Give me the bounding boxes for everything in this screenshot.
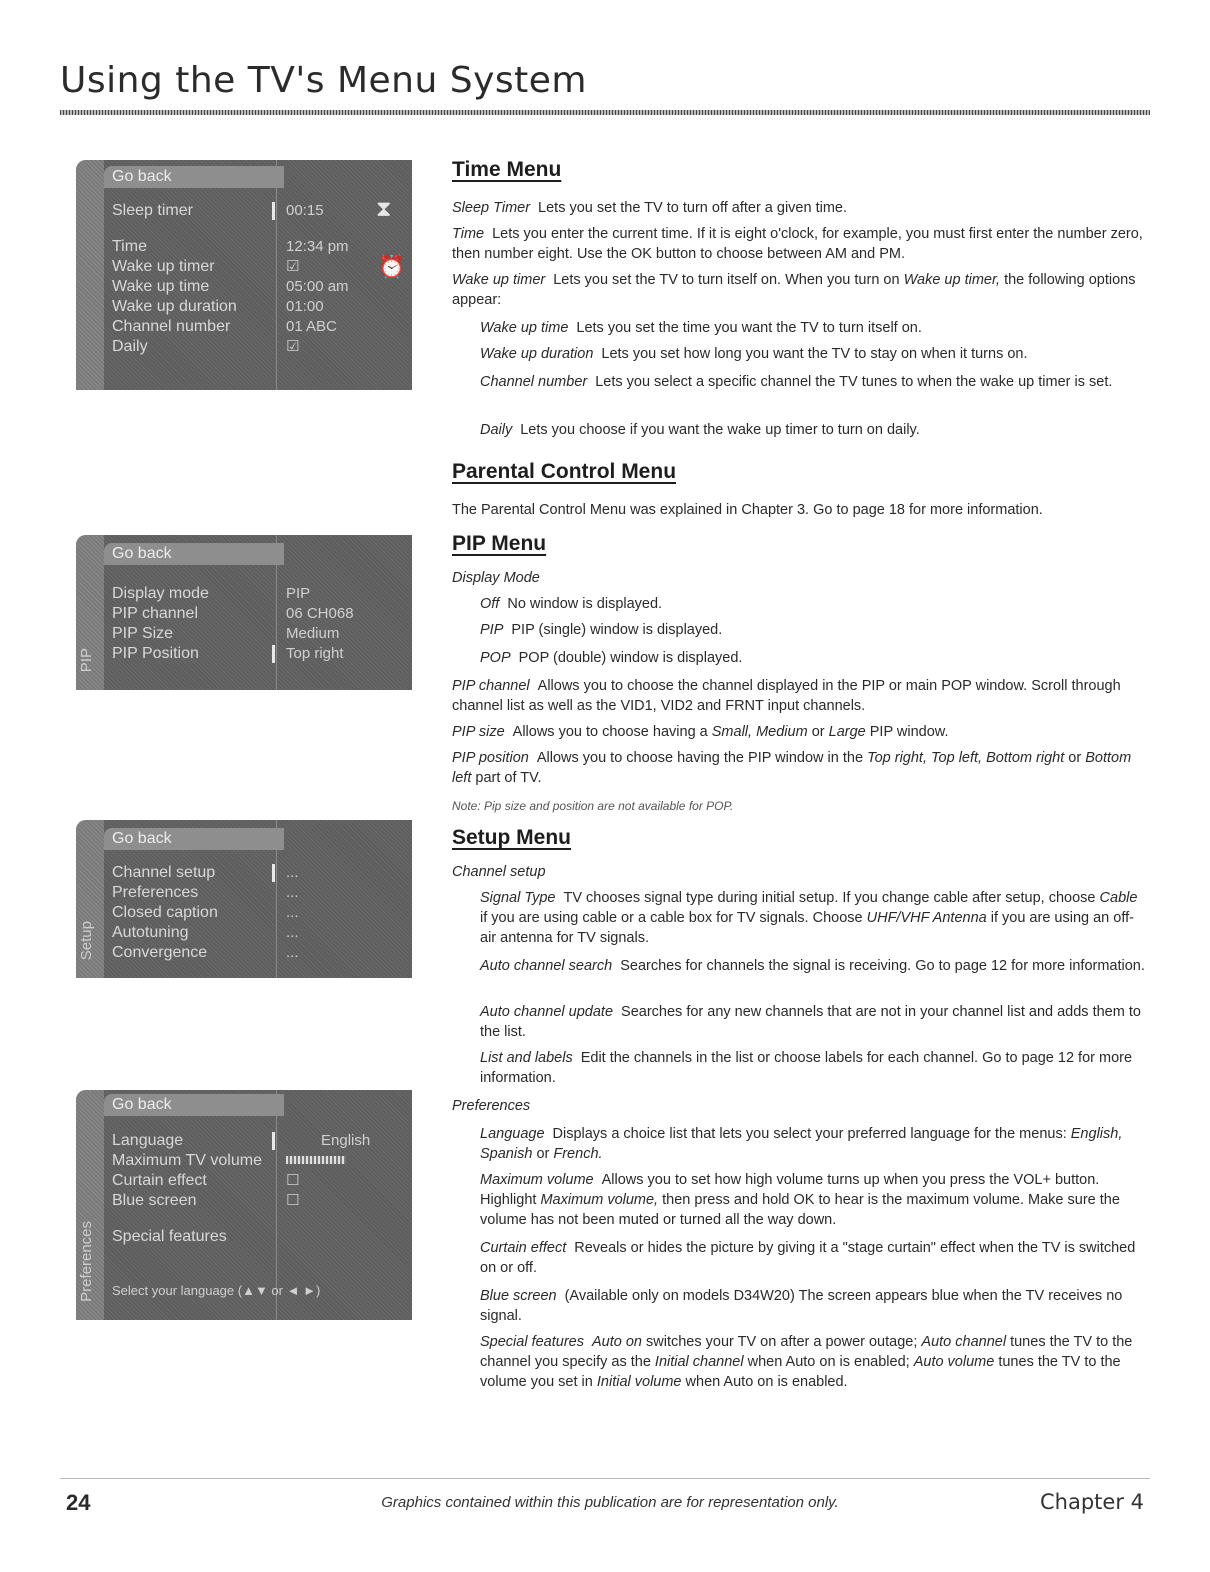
menu-value: 01:00 (286, 298, 324, 315)
menu-row: Special features (112, 1228, 227, 1245)
time-menu-heading: Time Menu (452, 158, 562, 181)
volume-bar (286, 1156, 346, 1164)
menu-value: 00:15 (286, 202, 324, 219)
menu-value: 06 CH068 (286, 605, 354, 622)
footer-rule (60, 1478, 1150, 1479)
menu-tab (76, 160, 104, 390)
preferences-label: Preferences (452, 1098, 531, 1114)
pop-paragraph: POP POP (double) window is displayed. (480, 650, 743, 666)
auto-channel-search-paragraph: Auto channel search Searches for channels the signal is receiving. Go to page 12 for more information. (480, 958, 1145, 974)
menu-row: Channel setup (112, 864, 216, 881)
menu-row: PIP channel (112, 605, 198, 622)
off-paragraph: Off No window is displayed. (480, 596, 663, 612)
menu-tab-label: Preferences (78, 1221, 95, 1302)
menu-row: Display mode (112, 585, 209, 602)
menu-row: Closed caption (112, 904, 218, 921)
menu-cursor (272, 202, 275, 220)
menu-value: English (321, 1132, 371, 1149)
alarm-clock-icon: ⏰ (378, 254, 406, 279)
menu-value: ... (286, 944, 299, 961)
pip-size-paragraph: PIP size Allows you to choose having a Small, Medium or Large PIP window. (452, 724, 949, 740)
menu-row: Wake up duration (112, 298, 237, 315)
menu-value: 05:00 am (286, 278, 349, 295)
menu-row: Go back (104, 1094, 284, 1116)
wake-timer-paragraph: Wake up timer Lets you set the TV to turn itself on. When you turn on Wake up timer, the following options appear: (452, 272, 1136, 308)
language-paragraph: Language Displays a choice list that lets you select your preferred language for the menus: English, Spanish or French. (480, 1126, 1123, 1162)
menu-row: Wake up timer (112, 258, 215, 275)
menu-value: Top right (286, 645, 344, 662)
menu-row: PIP Position (112, 645, 199, 662)
menu-cursor (272, 864, 275, 882)
menu-tab (76, 820, 104, 978)
wake-duration-paragraph: Wake up duration Lets you set how long you want the TV to stay on when it turns on. (480, 346, 1028, 362)
menu-row: Wake up time (112, 278, 210, 295)
menu-value: PIP (286, 585, 311, 602)
blue-screen-paragraph: Blue screen (Available only on models D34W20) The screen appears blue when the TV receives no signal. (480, 1288, 1123, 1324)
menu-row: PIP Size (112, 625, 174, 642)
wake-time-paragraph: Wake up time Lets you set the time you want the TV to turn itself on. (480, 320, 922, 336)
menu-tab-label: PIP (78, 647, 95, 672)
menu-value: ... (286, 904, 299, 921)
menu-row: Go back (104, 828, 284, 850)
menu-row: Sleep timer (112, 202, 193, 219)
menu-row: Channel number (112, 318, 231, 335)
page-number: 24 (66, 1490, 91, 1515)
menu-row: Go back (104, 166, 284, 188)
time-paragraph: Time Lets you enter the current time. If it is eight o'clock, for example, you must first enter the number zero, then number eight. Use the OK button to choose between AM and PM. (452, 226, 1143, 262)
setup-menu-heading: Setup Menu (452, 826, 571, 849)
signal-type-paragraph: Signal Type TV chooses signal type during initial setup. If you change cable after setup, choose Cable if you are using cable or a cable box for TV signals. Choose UHF/VHF Antenna if you are using an off-air antenna for TV signals. (480, 890, 1138, 946)
menu-tab (76, 535, 104, 690)
footer-note: Graphics contained within this publication are for representation only. (381, 1494, 839, 1511)
menu-row: Time (112, 238, 147, 255)
menu-value: ... (286, 924, 299, 941)
sleep-timer-paragraph: Sleep Timer Lets you set the TV to turn off after a given time. (452, 200, 848, 216)
title-rule (60, 110, 1150, 115)
parental-menu-heading: Parental Control Menu (452, 460, 677, 483)
menu-value: 01 ABC (286, 318, 337, 335)
parental-paragraph: The Parental Control Menu was explained in Chapter 3. Go to page 18 for more information. (452, 502, 1043, 518)
pip-menu-heading: PIP Menu (452, 532, 547, 555)
menu-value: ☑ (286, 338, 300, 355)
menu-row: Maximum TV volume (112, 1152, 262, 1169)
chapter-label: Chapter 4 (1040, 1490, 1144, 1514)
preferences-menu-screen (76, 1090, 412, 1320)
pip-paragraph: PIP PIP (single) window is displayed. (480, 622, 723, 638)
pip-note: Note: Pip size and position are not available for POP. (452, 799, 734, 813)
pip-position-paragraph: PIP position Allows you to choose having the PIP window in the Top right, Top left, Bottom right or Bottom left part of TV. (452, 750, 1132, 786)
auto-channel-update-paragraph: Auto channel update Searches for any new channels that are not in your channel list and adds them to the list. (480, 1004, 1141, 1040)
menu-value: ☑ (286, 258, 300, 275)
menu-value: ... (286, 884, 299, 901)
special-features-paragraph: Special features Auto on switches your TV on after a power outage; Auto channel tunes the TV to the channel you specify as the Initial channel when Auto on is enabled; Auto volume tunes the TV to the volume you set in Initial volume when Auto on is enabled. (480, 1334, 1133, 1390)
channel-number-paragraph: Channel number Lets you select a specific channel the TV tunes to when the wake up timer is set. (480, 374, 1113, 390)
menu-row: Convergence (112, 944, 208, 961)
menu-value: Medium (286, 625, 340, 642)
menu-value: 12:34 pm (286, 238, 349, 255)
menu-row: Blue screen (112, 1192, 197, 1209)
menu-row: Preferences (112, 884, 199, 901)
menu-row: Curtain effect (112, 1172, 207, 1189)
menu-cursor (272, 645, 275, 663)
menu-tab-label: Setup (78, 920, 95, 960)
menu-row: Go back (104, 543, 284, 565)
curtain-effect-paragraph: Curtain effect Reveals or hides the picture by giving it a "stage curtain" effect when the TV is switched on or off. (480, 1240, 1136, 1276)
page-title: Using the TV's Menu System (60, 60, 587, 101)
time-menu-screen (76, 160, 412, 390)
menu-value: ... (286, 864, 299, 881)
menu-row: Language (112, 1132, 184, 1149)
daily-paragraph: Daily Lets you choose if you want the wake up timer to turn on daily. (480, 422, 920, 438)
list-and-labels-paragraph: List and labels Edit the channels in the list or choose labels for each channel. Go to page 12 for more information. (480, 1050, 1133, 1086)
hourglass-icon: ⧗ (376, 196, 392, 221)
menu-row: Autotuning (112, 924, 189, 941)
display-mode-label: Display Mode (452, 570, 540, 586)
channel-setup-label: Channel setup (452, 864, 546, 880)
menu-hint: Select your language (▲▼ or ◄ ►) (112, 1283, 321, 1298)
pip-menu-screen (76, 535, 412, 690)
maximum-volume-paragraph: Maximum volume Allows you to set how high volume turns up when you press the VOL+ button. Highlight Maximum volume, then press and hold OK to hear is the maximum volume. Make sure the volume has not been muted or turned all the way down. (480, 1172, 1120, 1228)
menu-value: ☐ (286, 1172, 300, 1189)
menu-row: Daily (112, 338, 148, 355)
menu-value: ☐ (286, 1192, 300, 1209)
setup-menu-screen (76, 820, 412, 978)
menu-cursor (272, 1132, 275, 1150)
pip-channel-paragraph: PIP channel Allows you to choose the channel displayed in the PIP or main POP window. Scroll through channel list as well as the VID1, VID2 and FRNT input channels. (452, 678, 1121, 714)
menu-tab (76, 1090, 104, 1320)
